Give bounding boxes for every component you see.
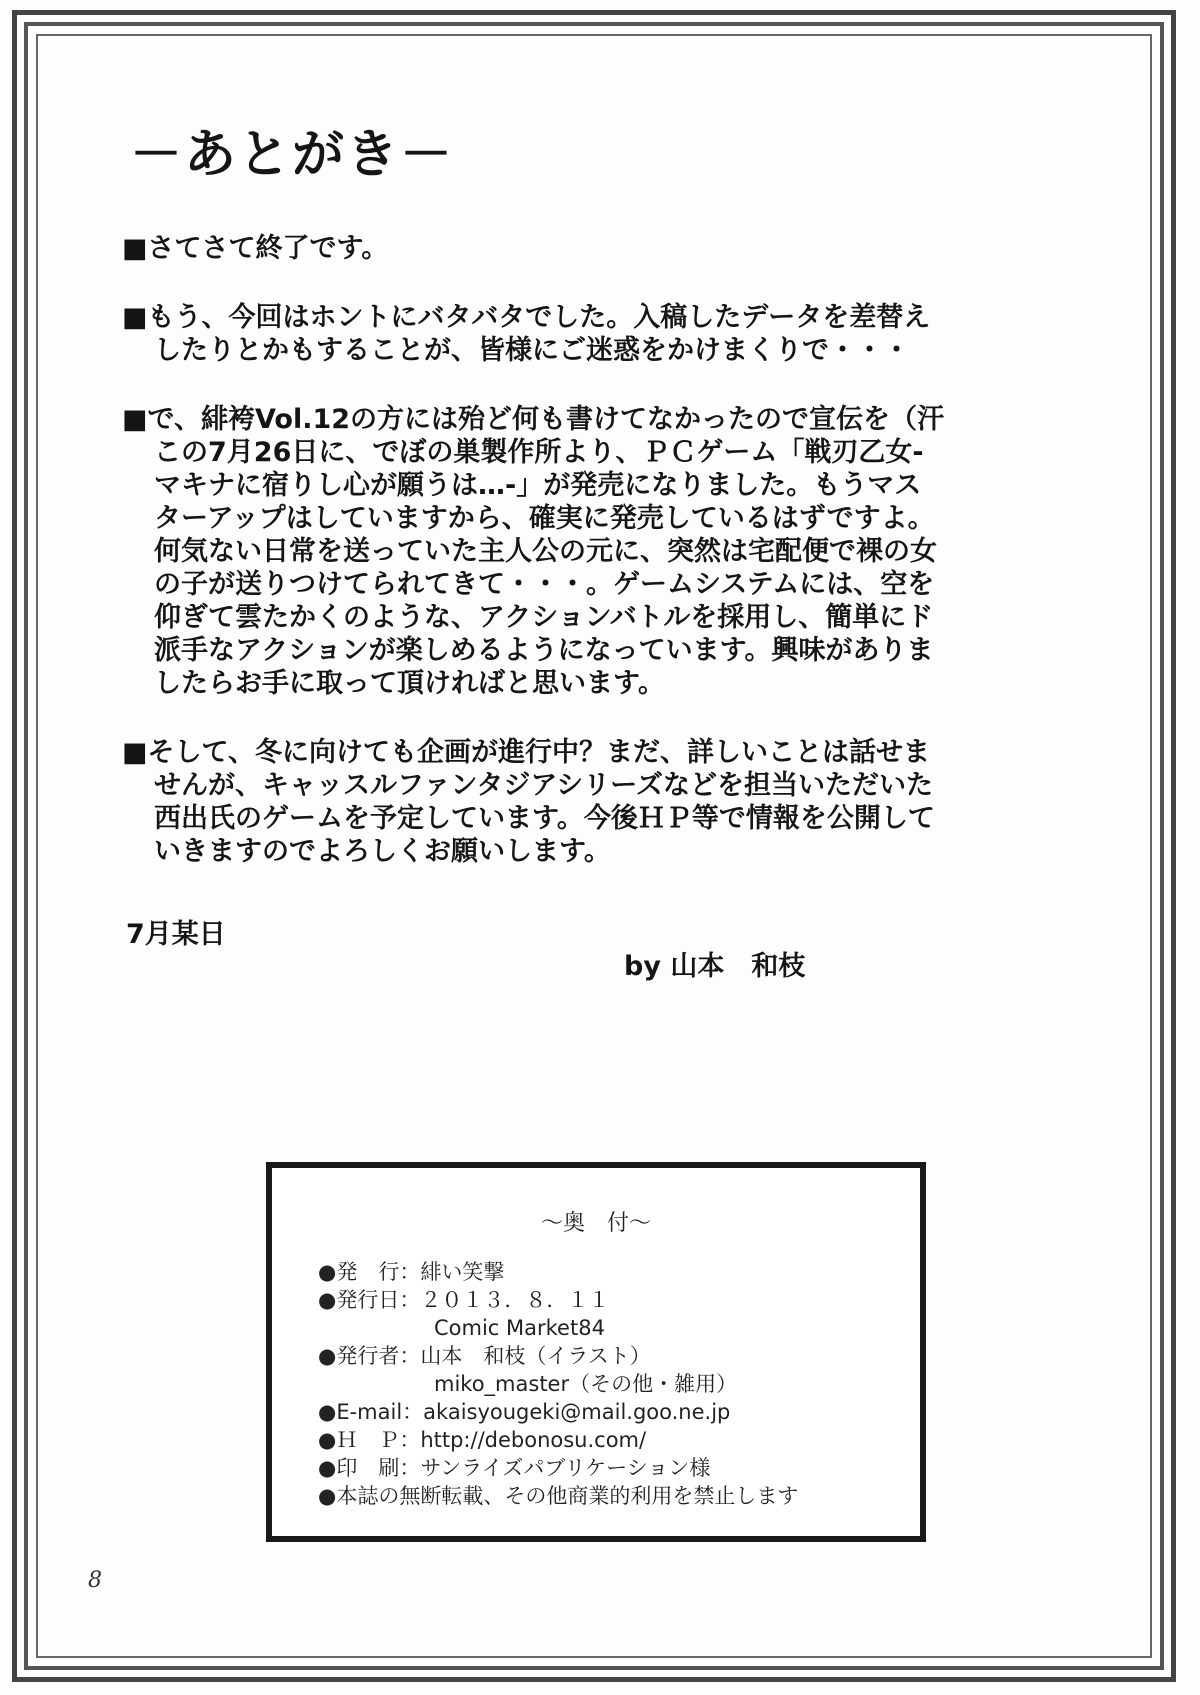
date-line: 7月某日 — [126, 919, 226, 950]
paragraph-4 — [122, 736, 992, 868]
colophon-email: ●E-mail：akaisyougeki@mail.goo.ne.jp — [318, 1400, 731, 1424]
colophon-publisher: ●発 行：緋い笑撃 — [318, 1260, 505, 1284]
paragraph-line: 派手なアクションが楽しめるようになっています。興味がありま — [154, 635, 934, 666]
paragraph-3 — [122, 403, 992, 700]
paragraph-line: ■もう、今回はホントにバタバタでした。入稿したデータを差替え — [122, 302, 931, 333]
colophon-homepage: ●Ｈ Ｐ：http://debonosu.com/ — [318, 1428, 647, 1452]
paragraph-line: マキナに宿りし心が願うは…-」が発売になりました。もうマス — [154, 470, 922, 501]
paragraph-1 — [122, 232, 992, 265]
paragraph-line: 何気ない日常を送っていた主人公の元に、突然は宅配便で裸の女 — [154, 536, 937, 567]
paragraph-line: この7月26日に、でぼの巣製作所より、ＰＣゲーム「戦刃乙女- — [154, 437, 924, 468]
paragraph-line: ■さてさて終了です。 — [122, 233, 389, 264]
paragraph-line: したらお手に取って頂ければと思います。 — [154, 668, 665, 699]
paragraph-line: ■で、緋袴Vol.12の方には殆ど何も書けてなかったので宣伝を（汗 — [122, 404, 945, 435]
colophon-date: ●発行日：２０１３．８．１１ — [318, 1288, 610, 1312]
colophon-box — [266, 1162, 926, 1542]
paragraph-line: いきますのでよろしくお願いします。 — [154, 836, 611, 867]
paragraph-line: 仰ぎて雲たかくのような、アクションバトルを採用し、簡単にド — [154, 602, 934, 633]
author-signature: by 山本 和枝 — [624, 951, 806, 982]
colophon-notice: ●本誌の無断転載、その他商業的利用を禁止します — [318, 1484, 799, 1508]
paragraph-2 — [122, 301, 992, 367]
paragraph-line: せんが、キャッスルファンタジアシリーズなどを担当いただいた — [154, 770, 933, 801]
page-number: 8 — [88, 1568, 102, 1593]
paragraph-line: の子が送りつけてられてきて・・・。ゲームシステムには、空を — [154, 569, 935, 600]
paragraph-line: ■そして、冬に向けても企画が進行中？まだ、詳しいことは話せま — [122, 737, 930, 768]
colophon-issuer: ●発行者：山本 和枝（イラスト） — [318, 1344, 651, 1368]
colophon-issuer-2: miko_master（その他・雑用） — [434, 1372, 738, 1396]
colophon-title: ～奥 付～ — [540, 1211, 651, 1236]
paragraph-line: ターアップはしていますから、確実に発売しているはずですよ。 — [154, 503, 935, 534]
colophon-printer: ●印 刷：サンライズパブリケーション様 — [318, 1456, 711, 1480]
colophon-list — [318, 1258, 798, 1510]
paragraph-line: 西出氏のゲームを予定しています。今後ＨＰ等で情報を公開して — [154, 803, 935, 834]
page-title: －あとがき－ — [130, 125, 455, 185]
colophon-event: Comic Market84 — [434, 1316, 605, 1340]
afterword-body — [122, 232, 992, 904]
paragraph-line: したりとかもすることが、皆様にご迷惑をかけまくりで・・・ — [154, 335, 910, 366]
